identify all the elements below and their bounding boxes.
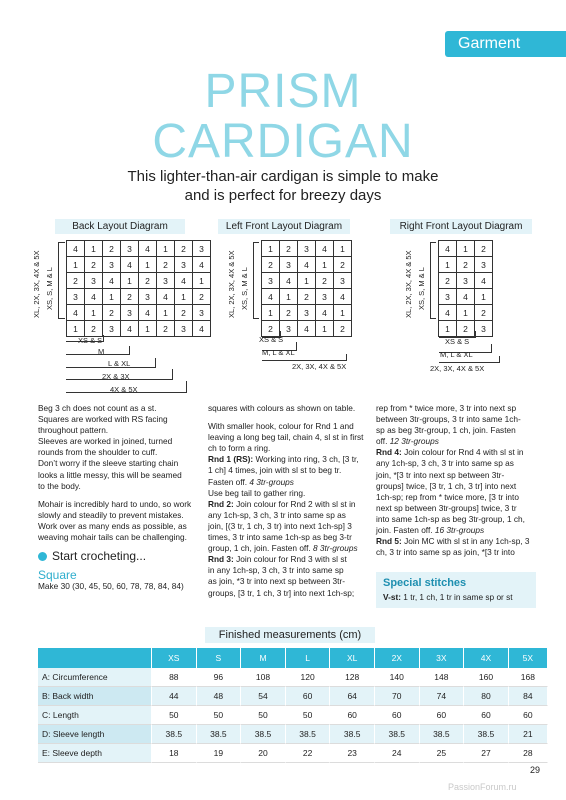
- grid-cell: 4: [439, 241, 457, 257]
- table-cell: 27: [464, 744, 509, 763]
- text-line: ch to form a ring.: [208, 443, 271, 454]
- special-stitch-label: V-st:: [383, 592, 401, 602]
- grid-cell: 2: [175, 241, 193, 257]
- table-cell: 38.5: [420, 725, 465, 744]
- grid-cell: 2: [262, 257, 280, 273]
- measurements-title: Finished measurements (cm): [205, 627, 375, 643]
- section-tab: Garment: [445, 31, 566, 57]
- table-cell: 38.5: [152, 725, 197, 744]
- table-cell: 50: [197, 706, 242, 725]
- row-label: A: Circumference: [38, 668, 152, 687]
- grid-cell: 1: [67, 321, 85, 337]
- left-front-row-label-small: XS, S, M & L: [240, 267, 249, 310]
- text-line: squares with colours as shown on table.: [208, 403, 356, 413]
- grid-cell: 3: [175, 321, 193, 337]
- grid-cell: 3: [280, 321, 298, 337]
- back-row-label-large: XL, 2X, 3X, 4X & 5X: [32, 250, 41, 318]
- text-line: With smaller hook, colour for Rnd 1 and: [208, 421, 354, 432]
- text-line: join. Fasten off. 16 3tr-groups: [376, 525, 485, 536]
- text-line: join, [(3 tr, 1 ch, 3 tr) into next 1ch-sp] 3: [208, 520, 352, 531]
- text-line: off. 12 3tr-groups: [376, 436, 439, 447]
- grid-row: [67, 305, 211, 321]
- table-cell: 38.5: [375, 725, 420, 744]
- grid-cell: 4: [262, 289, 280, 305]
- special-stitch-definition: [376, 589, 536, 602]
- grid-cell: 4: [334, 289, 352, 305]
- back-row-label-small: XS, S, M & L: [45, 267, 54, 310]
- text-line: throughout pattern.: [38, 425, 109, 436]
- size-header: 3X: [420, 648, 465, 668]
- text-line: groups] twice, [3 tr, 1 ch, 3 tr] into next: [376, 480, 517, 491]
- text-line: Rnd 4: Join colour for Rnd 4 with sl st in: [376, 447, 524, 458]
- table-cell: 108: [241, 668, 286, 687]
- text-line: 1ch-sp; rep from * twice more, [3 tr into: [376, 491, 519, 502]
- text-line: 1 ch] 4 times, join with sl st to beg tr.: [208, 465, 342, 476]
- text-line: ch, 3 tr into same sp as join, *[3 tr into: [376, 547, 515, 558]
- text-line: Don’t worry if the sleeve starting chain: [38, 458, 179, 469]
- text-line: Squares are worked with RS facing: [38, 414, 168, 425]
- table-cell: 140: [375, 668, 420, 687]
- text-line: Sleeves are worked in joined, turned: [38, 436, 173, 447]
- table-cell: 23: [330, 744, 375, 763]
- grid-row: [67, 273, 211, 289]
- grid-cell: 3: [175, 257, 193, 273]
- grid-cell: 4: [475, 273, 493, 289]
- grid-cell: 1: [457, 241, 475, 257]
- square-text: Make 30 (30, 45, 50, 60, 78, 78, 84, 84): [38, 581, 184, 592]
- grid-cell: 2: [298, 289, 316, 305]
- grid-cell: 2: [316, 273, 334, 289]
- size-header: 4X: [464, 648, 509, 668]
- table-cell: 54: [241, 687, 286, 706]
- grid-cell: 1: [334, 241, 352, 257]
- left-front-row-bracket: [253, 242, 259, 319]
- grid-cell: 4: [298, 257, 316, 273]
- table-row: [38, 668, 548, 687]
- grid-cell: 2: [280, 241, 298, 257]
- text-line: between 3tr-groups, 3 tr into same 1ch-: [376, 414, 521, 425]
- grid-row: [439, 241, 493, 257]
- text-line: Rnd 3: Join colour for Rnd 3 with sl st: [208, 554, 347, 565]
- grid-cell: 3: [139, 289, 157, 305]
- special-stitches-heading: Special stitches: [383, 577, 467, 589]
- grid-cell: 3: [262, 273, 280, 289]
- left-front-size-label: 2X, 3X, 4X & 5X: [292, 362, 347, 371]
- table-cell: 60: [375, 706, 420, 725]
- grid-cell: 1: [316, 321, 334, 337]
- text-line: rep from * twice more, 3 tr into next sp: [376, 403, 517, 413]
- back-diagram-title: Back Layout Diagram: [55, 219, 185, 234]
- table-cell: 44: [152, 687, 197, 706]
- table-cell: 168: [509, 668, 548, 687]
- table-row: [38, 744, 548, 763]
- grid-cell: 4: [316, 241, 334, 257]
- back-size-label: L & XL: [108, 359, 131, 368]
- grid-cell: 2: [457, 321, 475, 337]
- grid-cell: 3: [67, 289, 85, 305]
- size-header: L: [286, 648, 331, 668]
- grid-cell: 1: [157, 241, 175, 257]
- grid-cell: 4: [139, 305, 157, 321]
- text-line: rounds from the shoulder to cuff.: [38, 447, 158, 458]
- grid-cell: 4: [193, 321, 211, 337]
- grid-cell: 3: [121, 305, 139, 321]
- text-line: to the body.: [38, 480, 81, 491]
- table-cell: 20: [241, 744, 286, 763]
- header-corner: [38, 648, 152, 668]
- grid-cell: 2: [85, 321, 103, 337]
- table-cell: 60: [420, 706, 465, 725]
- right-front-size-label: XS & S: [445, 337, 470, 346]
- grid-cell: 4: [67, 305, 85, 321]
- grid-cell: 2: [121, 289, 139, 305]
- table-cell: 60: [509, 706, 548, 725]
- grid-cell: 2: [193, 289, 211, 305]
- text-line: Mohair is incredibly hard to undo, so work: [38, 498, 192, 509]
- table-cell: 96: [197, 668, 242, 687]
- special-stitch-text: 1 tr, 1 ch, 1 tr in same sp or st: [400, 592, 513, 602]
- text-line: Use beg tail to gather ring.: [208, 487, 306, 498]
- row-label: B: Back width: [38, 687, 152, 706]
- text-line: sp as beg 3tr-group, 1 ch, join. Fasten: [376, 425, 516, 436]
- back-size-label: 4X & 5X: [110, 385, 138, 394]
- left-front-size-bracket: [262, 354, 347, 361]
- right-front-size-bracket: [439, 356, 500, 363]
- table-cell: 74: [420, 687, 465, 706]
- grid-cell: 2: [67, 273, 85, 289]
- grid-cell: 3: [121, 241, 139, 257]
- table-row: [38, 687, 548, 706]
- text-line: Beg 3 ch does not count as a st.: [38, 403, 157, 413]
- grid-cell: 2: [334, 321, 352, 337]
- text-line: any 1ch-sp, 3 ch, 3 tr into same sp as: [376, 458, 514, 469]
- right-front-row-label-large: XL, 2X, 3X, 4X & 5X: [404, 250, 413, 318]
- text-line: Rnd 5: Join MC with sl st in any 1ch-sp, 3: [376, 536, 530, 547]
- grid-cell: 1: [67, 257, 85, 273]
- grid-cell: 1: [85, 305, 103, 321]
- text-line: next sp between 3tr-groups] twice, 3 tr: [376, 502, 517, 513]
- table-cell: 84: [509, 687, 548, 706]
- table-cell: 38.5: [241, 725, 286, 744]
- left-front-size-label: M, L & XL: [262, 348, 295, 357]
- page-number: 29: [530, 765, 541, 775]
- text-line: Rnd 1 (RS): Working into ring, 3 ch, [3 tr,: [208, 454, 359, 465]
- text-line: leaving a long beg tail, chain 4, sl st in first: [208, 432, 364, 443]
- text-line: in any 1ch-sp, 3 ch, 3 tr into same sp: [208, 565, 344, 576]
- back-size-label: XS & S: [78, 336, 103, 345]
- left-front-diagram-title: Left Front Layout Diagram: [218, 219, 350, 234]
- grid-cell: 1: [193, 273, 211, 289]
- table-cell: 50: [152, 706, 197, 725]
- intro-paragraph: [38, 403, 203, 492]
- table-cell: 38.5: [197, 725, 242, 744]
- grid-cell: 3: [103, 321, 121, 337]
- table-cell: 28: [509, 744, 548, 763]
- start-heading-text: Start crocheting...: [52, 549, 147, 564]
- grid-cell: 3: [85, 273, 103, 289]
- grid-cell: 3: [475, 257, 493, 273]
- table-cell: 80: [464, 687, 509, 706]
- right-front-size-label: M, L & XL: [440, 350, 473, 359]
- grid-cell: 3: [457, 273, 475, 289]
- table-cell: 148: [420, 668, 465, 687]
- grid-cell: 4: [298, 321, 316, 337]
- grid-cell: 2: [103, 241, 121, 257]
- size-header: XL: [330, 648, 375, 668]
- watermark: PassionForum.ru: [448, 782, 517, 792]
- grid-cell: 3: [316, 289, 334, 305]
- left-front-size-label: XS & S: [259, 335, 284, 344]
- right-front-size-label: 2X, 3X, 4X & 5X: [430, 364, 485, 373]
- grid-cell: 2: [457, 257, 475, 273]
- right-front-layout-grid: [438, 240, 493, 337]
- grid-cell: 2: [475, 241, 493, 257]
- grid-cell: 1: [334, 305, 352, 321]
- title-line-1: PRISM: [204, 65, 362, 118]
- grid-cell: 1: [457, 305, 475, 321]
- subtitle-line-1: This lighter-than-air cardigan is simple to make: [127, 168, 439, 185]
- grid-cell: 2: [439, 273, 457, 289]
- grid-cell: 3: [439, 289, 457, 305]
- grid-cell: 1: [262, 305, 280, 321]
- measurements-table: [38, 648, 548, 763]
- table-cell: 38.5: [286, 725, 331, 744]
- text-line: groups, [3 tr, 1 ch, 3 tr] into next 1ch-sp;: [208, 587, 355, 598]
- grid-row: [262, 289, 352, 305]
- row-label: D: Sleeve length: [38, 725, 152, 744]
- table-cell: 18: [152, 744, 197, 763]
- back-row-bracket-small: [58, 242, 65, 319]
- text-line: weaving mohair tails can be challenging.: [38, 532, 187, 543]
- table-cell: 25: [420, 744, 465, 763]
- table-cell: 50: [286, 706, 331, 725]
- grid-cell: 2: [157, 257, 175, 273]
- special-stitches-box: [376, 572, 536, 608]
- grid-cell: 2: [103, 305, 121, 321]
- table-row: [38, 706, 548, 725]
- grid-cell: 3: [103, 257, 121, 273]
- right-front-row-label-small: XS, S, M & L: [417, 267, 426, 310]
- grid-cell: 3: [193, 305, 211, 321]
- table-cell: 38.5: [464, 725, 509, 744]
- grid-cell: 4: [85, 289, 103, 305]
- grid-cell: 1: [175, 289, 193, 305]
- title-line-2: CARDIGAN: [152, 115, 414, 168]
- grid-row: [262, 241, 352, 257]
- grid-cell: 2: [139, 273, 157, 289]
- table-cell: 19: [197, 744, 242, 763]
- text-line: times, 3 tr into same 1ch-sp as beg 3-tr: [208, 532, 352, 543]
- grid-cell: 3: [298, 305, 316, 321]
- table-cell: 60: [286, 687, 331, 706]
- grid-cell: 4: [67, 241, 85, 257]
- table-cell: 160: [464, 668, 509, 687]
- grid-row: [262, 257, 352, 273]
- grid-cell: 1: [262, 241, 280, 257]
- table-cell: 48: [197, 687, 242, 706]
- table-cell: 64: [330, 687, 375, 706]
- grid-cell: 3: [475, 321, 493, 337]
- grid-cell: 4: [175, 273, 193, 289]
- back-size-label: M: [98, 347, 105, 356]
- grid-cell: 2: [85, 257, 103, 273]
- grid-row: [439, 305, 493, 321]
- grid-row: [67, 289, 211, 305]
- size-header: M: [241, 648, 286, 668]
- grid-cell: 1: [439, 321, 457, 337]
- grid-row: [439, 273, 493, 289]
- table-cell: 50: [241, 706, 286, 725]
- column-3: [376, 403, 541, 558]
- size-header: XS: [152, 648, 197, 668]
- right-front-diagram-title: Right Front Layout Diagram: [390, 219, 532, 234]
- row-label: C: Length: [38, 706, 152, 725]
- grid-cell: 2: [475, 305, 493, 321]
- grid-cell: 3: [334, 273, 352, 289]
- table-cell: 38.5: [330, 725, 375, 744]
- table-cell: 128: [330, 668, 375, 687]
- grid-cell: 4: [457, 289, 475, 305]
- grid-cell: 4: [193, 257, 211, 273]
- grid-cell: 1: [298, 273, 316, 289]
- right-front-row-bracket: [430, 242, 436, 319]
- grid-cell: 4: [157, 289, 175, 305]
- left-front-row-label-large: XL, 2X, 3X, 4X & 5X: [227, 250, 236, 318]
- grid-cell: 2: [175, 305, 193, 321]
- grid-cell: 4: [121, 321, 139, 337]
- grid-row: [262, 273, 352, 289]
- grid-cell: 4: [280, 273, 298, 289]
- table-cell: 22: [286, 744, 331, 763]
- size-header: 5X: [509, 648, 548, 668]
- subtitle-line-2: and is perfect for breezy days: [184, 187, 382, 204]
- grid-cell: 1: [316, 257, 334, 273]
- grid-row: [67, 241, 211, 257]
- table-row: [38, 725, 548, 744]
- text-line: slowly and steadily to prevent mistakes.: [38, 509, 184, 520]
- grid-cell: 3: [157, 273, 175, 289]
- grid-row: [262, 305, 352, 321]
- grid-cell: 1: [475, 289, 493, 305]
- text-line: Work over as many ends as possible, as: [38, 520, 187, 531]
- column-2: [208, 403, 373, 599]
- grid-cell: 1: [157, 305, 175, 321]
- grid-cell: 1: [280, 289, 298, 305]
- row-label: E: Sleeve depth: [38, 744, 152, 763]
- size-header: 2X: [375, 648, 420, 668]
- text-line: join, *[3 tr into next sp between 3tr-: [376, 469, 505, 480]
- grid-cell: 2: [157, 321, 175, 337]
- grid-cell: 4: [139, 241, 157, 257]
- left-front-layout-grid: [261, 240, 352, 337]
- grid-cell: 2: [262, 321, 280, 337]
- grid-cell: 4: [121, 257, 139, 273]
- table-cell: 88: [152, 668, 197, 687]
- table-cell: 60: [464, 706, 509, 725]
- grid-cell: 2: [280, 305, 298, 321]
- square-heading: Square: [38, 568, 77, 583]
- text-line: as join, *3 tr into next sp between 3tr-: [208, 576, 345, 587]
- grid-cell: 4: [103, 273, 121, 289]
- mohair-paragraph: [38, 499, 203, 543]
- grid-cell: 3: [280, 257, 298, 273]
- column-1: [38, 403, 203, 592]
- grid-cell: 2: [334, 257, 352, 273]
- table-cell: 60: [330, 706, 375, 725]
- grid-row: [439, 289, 493, 305]
- grid-cell: 1: [139, 321, 157, 337]
- text-line: into same 1ch-sp as beg 3tr-group, 1 ch,: [376, 513, 525, 524]
- grid-cell: 4: [316, 305, 334, 321]
- back-layout-grid: [66, 240, 211, 337]
- table-cell: 21: [509, 725, 548, 744]
- grid-cell: 1: [439, 257, 457, 273]
- table-cell: 70: [375, 687, 420, 706]
- grid-cell: 3: [298, 241, 316, 257]
- grid-cell: 4: [439, 305, 457, 321]
- grid-row: [439, 257, 493, 273]
- text-line: group, 1 ch, join. Fasten off. 8 3tr-groups: [208, 543, 358, 554]
- size-header: S: [197, 648, 242, 668]
- grid-cell: 1: [103, 289, 121, 305]
- table-cell: 120: [286, 668, 331, 687]
- back-size-label: 2X & 3X: [102, 372, 130, 381]
- grid-cell: 1: [85, 241, 103, 257]
- text-line: any 1ch-sp, 3 ch, 3 tr into same sp as: [208, 509, 346, 520]
- table-cell: 24: [375, 744, 420, 763]
- bullet-dot-icon: [38, 552, 47, 561]
- grid-cell: 1: [139, 257, 157, 273]
- grid-cell: 1: [121, 273, 139, 289]
- grid-row: [67, 257, 211, 273]
- text-line: Rnd 2: Join colour for Rnd 2 with sl st in: [208, 498, 356, 509]
- grid-cell: 3: [193, 241, 211, 257]
- text-line: looks a little messy, this will be seamed: [38, 469, 182, 480]
- start-crocheting-heading: [38, 551, 203, 562]
- text-line: Fasten off. 4 3tr-groups: [208, 476, 294, 487]
